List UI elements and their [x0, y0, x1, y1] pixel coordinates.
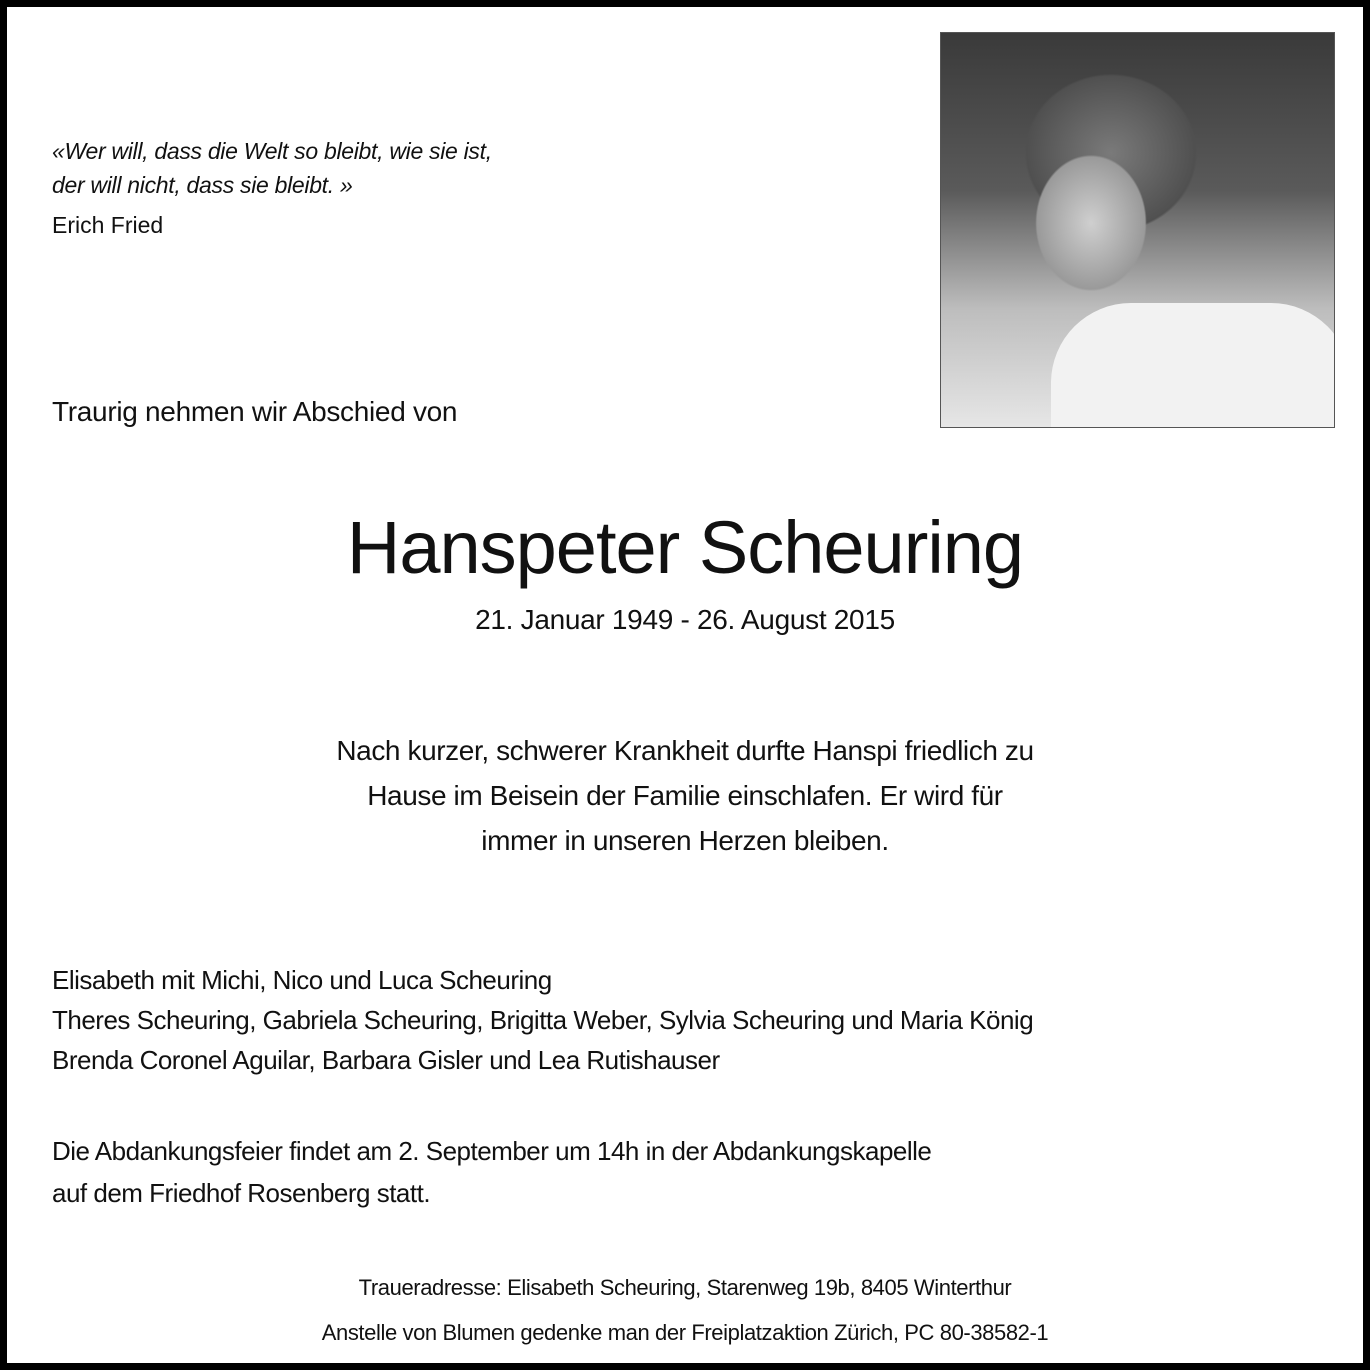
family-line: Theres Scheuring, Gabriela Scheuring, Brigitta Weber, Sylvia Scheuring und Maria König	[52, 1005, 1034, 1035]
photo-shirt	[1051, 303, 1335, 428]
quote	[52, 134, 492, 202]
family-line: Brenda Coronel Aguilar, Barbara Gisler und Lea Rutishauser	[52, 1045, 720, 1075]
family-line: Elisabeth mit Michi, Nico und Luca Scheuring	[52, 965, 552, 995]
message-line: immer in unseren Herzen bleiben.	[481, 825, 889, 856]
footer	[0, 1265, 1370, 1355]
quote-line: «Wer will, dass die Welt so bleibt, wie sie ist,	[52, 138, 492, 164]
ceremony-info	[52, 1130, 931, 1214]
quote-line: der will nicht, dass sie bleibt. »	[52, 172, 353, 198]
deceased-name: Hanspeter Scheuring	[346, 506, 1024, 589]
mourning-address: Traueradresse: Elisabeth Scheuring, Starenweg 19b, 8405 Winterthur	[358, 1275, 1012, 1300]
message-line: Nach kurzer, schwerer Krankheit durfte Hanspi friedlich zu	[336, 735, 1034, 766]
portrait-photo	[940, 32, 1335, 428]
quote-author: Erich Fried	[52, 212, 164, 238]
family-list	[52, 960, 1033, 1080]
intro-text: Traurig nehmen wir Abschied von	[52, 396, 458, 427]
message	[0, 728, 1370, 863]
donation-note: Anstelle von Blumen gedenke man der Freiplatzaktion Zürich, PC 80-38582-1	[321, 1320, 1049, 1345]
ceremony-line: Die Abdankungsfeier findet am 2. September um 14h in der Abdankungskapelle	[52, 1136, 932, 1166]
message-line: Hause im Beisein der Familie einschlafen. Er wird für	[367, 780, 1003, 811]
life-dates: 21. Januar 1949 - 26. August 2015	[475, 604, 895, 635]
ceremony-line: auf dem Friedhof Rosenberg statt.	[52, 1178, 431, 1208]
